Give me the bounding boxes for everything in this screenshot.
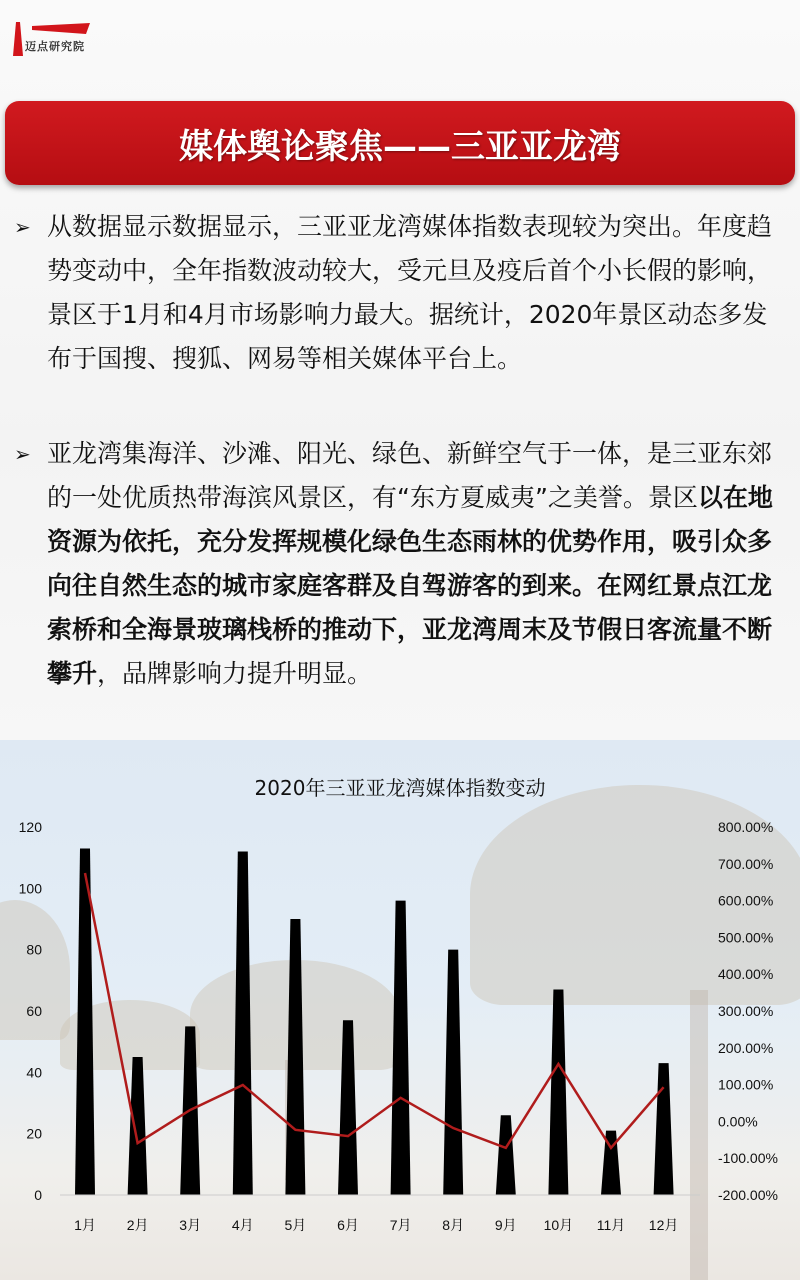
bar	[391, 901, 411, 1195]
paragraph-text: ，品牌影响力提升明显。	[97, 659, 373, 688]
bar	[233, 852, 253, 1195]
y2-tick-label: 0.00%	[718, 1113, 758, 1130]
y2-tick-label: 600.00%	[718, 892, 774, 909]
y-tick-label: 0	[34, 1187, 42, 1203]
x-tick-label: 1月	[74, 1217, 96, 1233]
y-tick-label: 40	[26, 1064, 42, 1081]
paragraph-2	[47, 432, 777, 696]
bar	[285, 919, 305, 1195]
y2-tick-label: 500.00%	[718, 929, 774, 946]
paragraph-1	[47, 205, 777, 381]
bullet-arrow-icon: ➢	[14, 215, 31, 239]
bar	[338, 1020, 358, 1195]
y2-tick-label: 400.00%	[718, 966, 774, 983]
change-rate-line	[85, 873, 664, 1148]
paragraph-text: 亚龙湾集海洋、沙滩、阳光、绿色、新鲜空气于一体，是三亚东郊的一处优质热带海滨风景区，有“东方夏威夷”之美誉。景区	[47, 439, 773, 512]
x-tick-label: 7月	[389, 1217, 412, 1233]
x-tick-label: 11月	[596, 1217, 626, 1233]
bar	[654, 1063, 674, 1195]
y-tick-label: 120	[18, 819, 42, 835]
y-tick-label: 80	[26, 941, 42, 958]
x-tick-label: 5月	[284, 1217, 307, 1233]
x-tick-label: 2月	[126, 1217, 149, 1233]
y2-tick-label: -200.00%	[718, 1187, 778, 1203]
paragraph-text: 从数据显示数据显示，三亚亚龙湾媒体指数表现较为突出。年度趋势变动中，全年指数波动较大，受元旦及疫后首个小长假的影响，景区于1月和4月市场影响力最大。据统计，2020年景区动态多发布于国搜、搜狐、网易等相关媒体平台上。	[47, 212, 773, 373]
bar	[443, 950, 463, 1195]
x-tick-label: 10月	[543, 1217, 574, 1233]
x-tick-label: 4月	[231, 1217, 254, 1233]
y2-tick-label: 200.00%	[718, 1039, 774, 1056]
title-banner	[5, 101, 795, 185]
logo-text: 迈点研究院	[25, 40, 85, 53]
x-tick-label: 9月	[494, 1217, 517, 1233]
y2-tick-label: 700.00%	[718, 855, 774, 872]
bar	[496, 1115, 516, 1195]
bar	[75, 848, 95, 1195]
page-title: 媒体舆论聚焦——三亚亚龙湾	[179, 127, 621, 167]
bar	[548, 990, 568, 1195]
bullet-arrow-icon: ➢	[14, 442, 31, 466]
x-tick-label: 6月	[337, 1217, 359, 1233]
media-index-chart	[0, 800, 800, 1240]
y-tick-label: 100	[18, 880, 42, 897]
y-tick-label: 60	[26, 1003, 42, 1019]
y2-tick-label: -100.00%	[718, 1150, 778, 1167]
x-tick-label: 3月	[179, 1217, 202, 1233]
y2-tick-label: 300.00%	[718, 1003, 774, 1019]
bar	[128, 1057, 148, 1195]
chart-title: 2020年三亚亚龙湾媒体指数变动	[254, 776, 546, 800]
x-tick-label: 12月	[648, 1217, 679, 1233]
y2-tick-label: 100.00%	[718, 1076, 774, 1093]
paragraph-bold-text: 以在地资源为依托，充分发挥规模化绿色生态雨林的优势作用，吸引众多向往自然生态的城市家庭客群及自驾游客的到来。在网红景点江龙索桥和全海景玻璃栈桥的推动下，亚龙湾周末及节假日客流量不断攀升	[47, 483, 773, 688]
y2-tick-label: 800.00%	[718, 819, 774, 835]
x-tick-label: 8月	[442, 1217, 465, 1233]
y-tick-label: 20	[26, 1125, 42, 1142]
